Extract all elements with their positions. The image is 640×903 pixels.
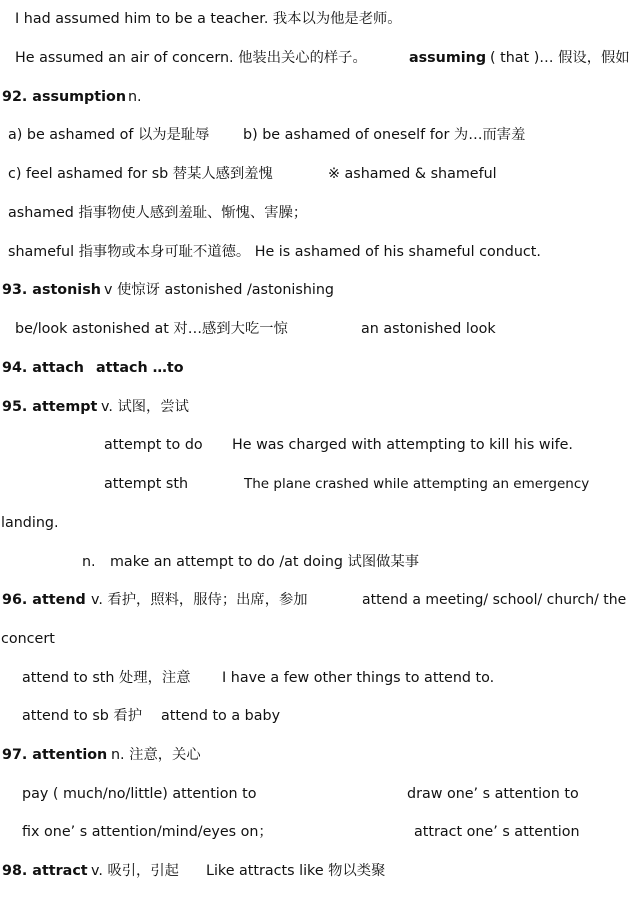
line-text: ashamed 指事物使人感到羞耻、惭愧、害臊； [8,205,308,221]
entry-heading: 93. astonish [2,282,101,298]
line-text: concert [1,631,55,647]
part-of-speech: n. [128,89,142,105]
part-of-speech: n. [82,554,96,570]
line-text: pay ( much/no/little) attention to [22,786,257,802]
line-text: He was charged with attempting to kill his wife. [232,437,573,453]
line-text: attend to sth 处理，注意 [22,670,191,686]
entry-heading: 96. attend [2,592,86,608]
line-text: The plane crashed while attempting an emergency [244,476,590,492]
line-text: attend a meeting/ school/ church/ the [362,592,627,608]
entry-heading: 92. assumption [2,89,127,105]
line-text: make an attempt to do /at doing 试图做某事 [110,554,420,570]
term-heading: assuming [409,50,487,66]
entry-heading: 98. attract [2,863,88,879]
line-text: attend to sb 看护 [22,708,143,724]
line-text: n. 注意，关心 [111,747,201,763]
line-text: a) be ashamed of 以为是耻辱 [8,127,210,143]
line-text: ※ ashamed & shameful [328,166,497,182]
line-text: be/look astonished at 对…感到大吃一惊 [15,321,288,337]
line-text: attract one’ s attention [414,824,580,840]
line-text: attend to a baby [161,708,281,724]
line-text: ( that )… 假设，假如 [490,50,630,66]
entry-heading: 94. attach [2,360,84,376]
line-text: attempt sth [104,476,189,492]
line-text: v. 试图，尝试 [101,399,189,415]
line-text: attach …to [96,360,184,376]
line-text: shameful 指事物或本身可耻不道德。 He is ashamed of his shameful conduct. [8,244,541,260]
line-text: I have a few other things to attend to. [222,670,495,686]
line-text: landing. [1,515,59,531]
line-text: draw one’ s attention to [407,786,579,802]
line-text: I had assumed him to be a teacher. 我本以为他是老师。 [15,11,402,27]
line-text: fix one’ s attention/mind/eyes on； [22,824,273,840]
line-text: He assumed an air of concern. 他装出关心的样子。 [15,50,367,66]
entry-heading: 97. attention [2,747,108,763]
line-text: c) feel ashamed for sb 替某人感到羞愧 [8,166,273,182]
line-text: an astonished look [361,321,496,337]
entry-heading: 95. attempt [2,399,98,415]
line-text: v. 吸引，引起 [91,863,179,879]
line-text: v. 看护，照料，服侍；出席，参加 [91,592,308,608]
line-text: v 使惊讶 astonished /astonishing [104,282,334,298]
line-text: Like attracts like 物以类聚 [206,863,386,879]
line-text: attempt to do [104,437,203,453]
line-text: b) be ashamed of oneself for 为…而害羞 [243,127,526,143]
